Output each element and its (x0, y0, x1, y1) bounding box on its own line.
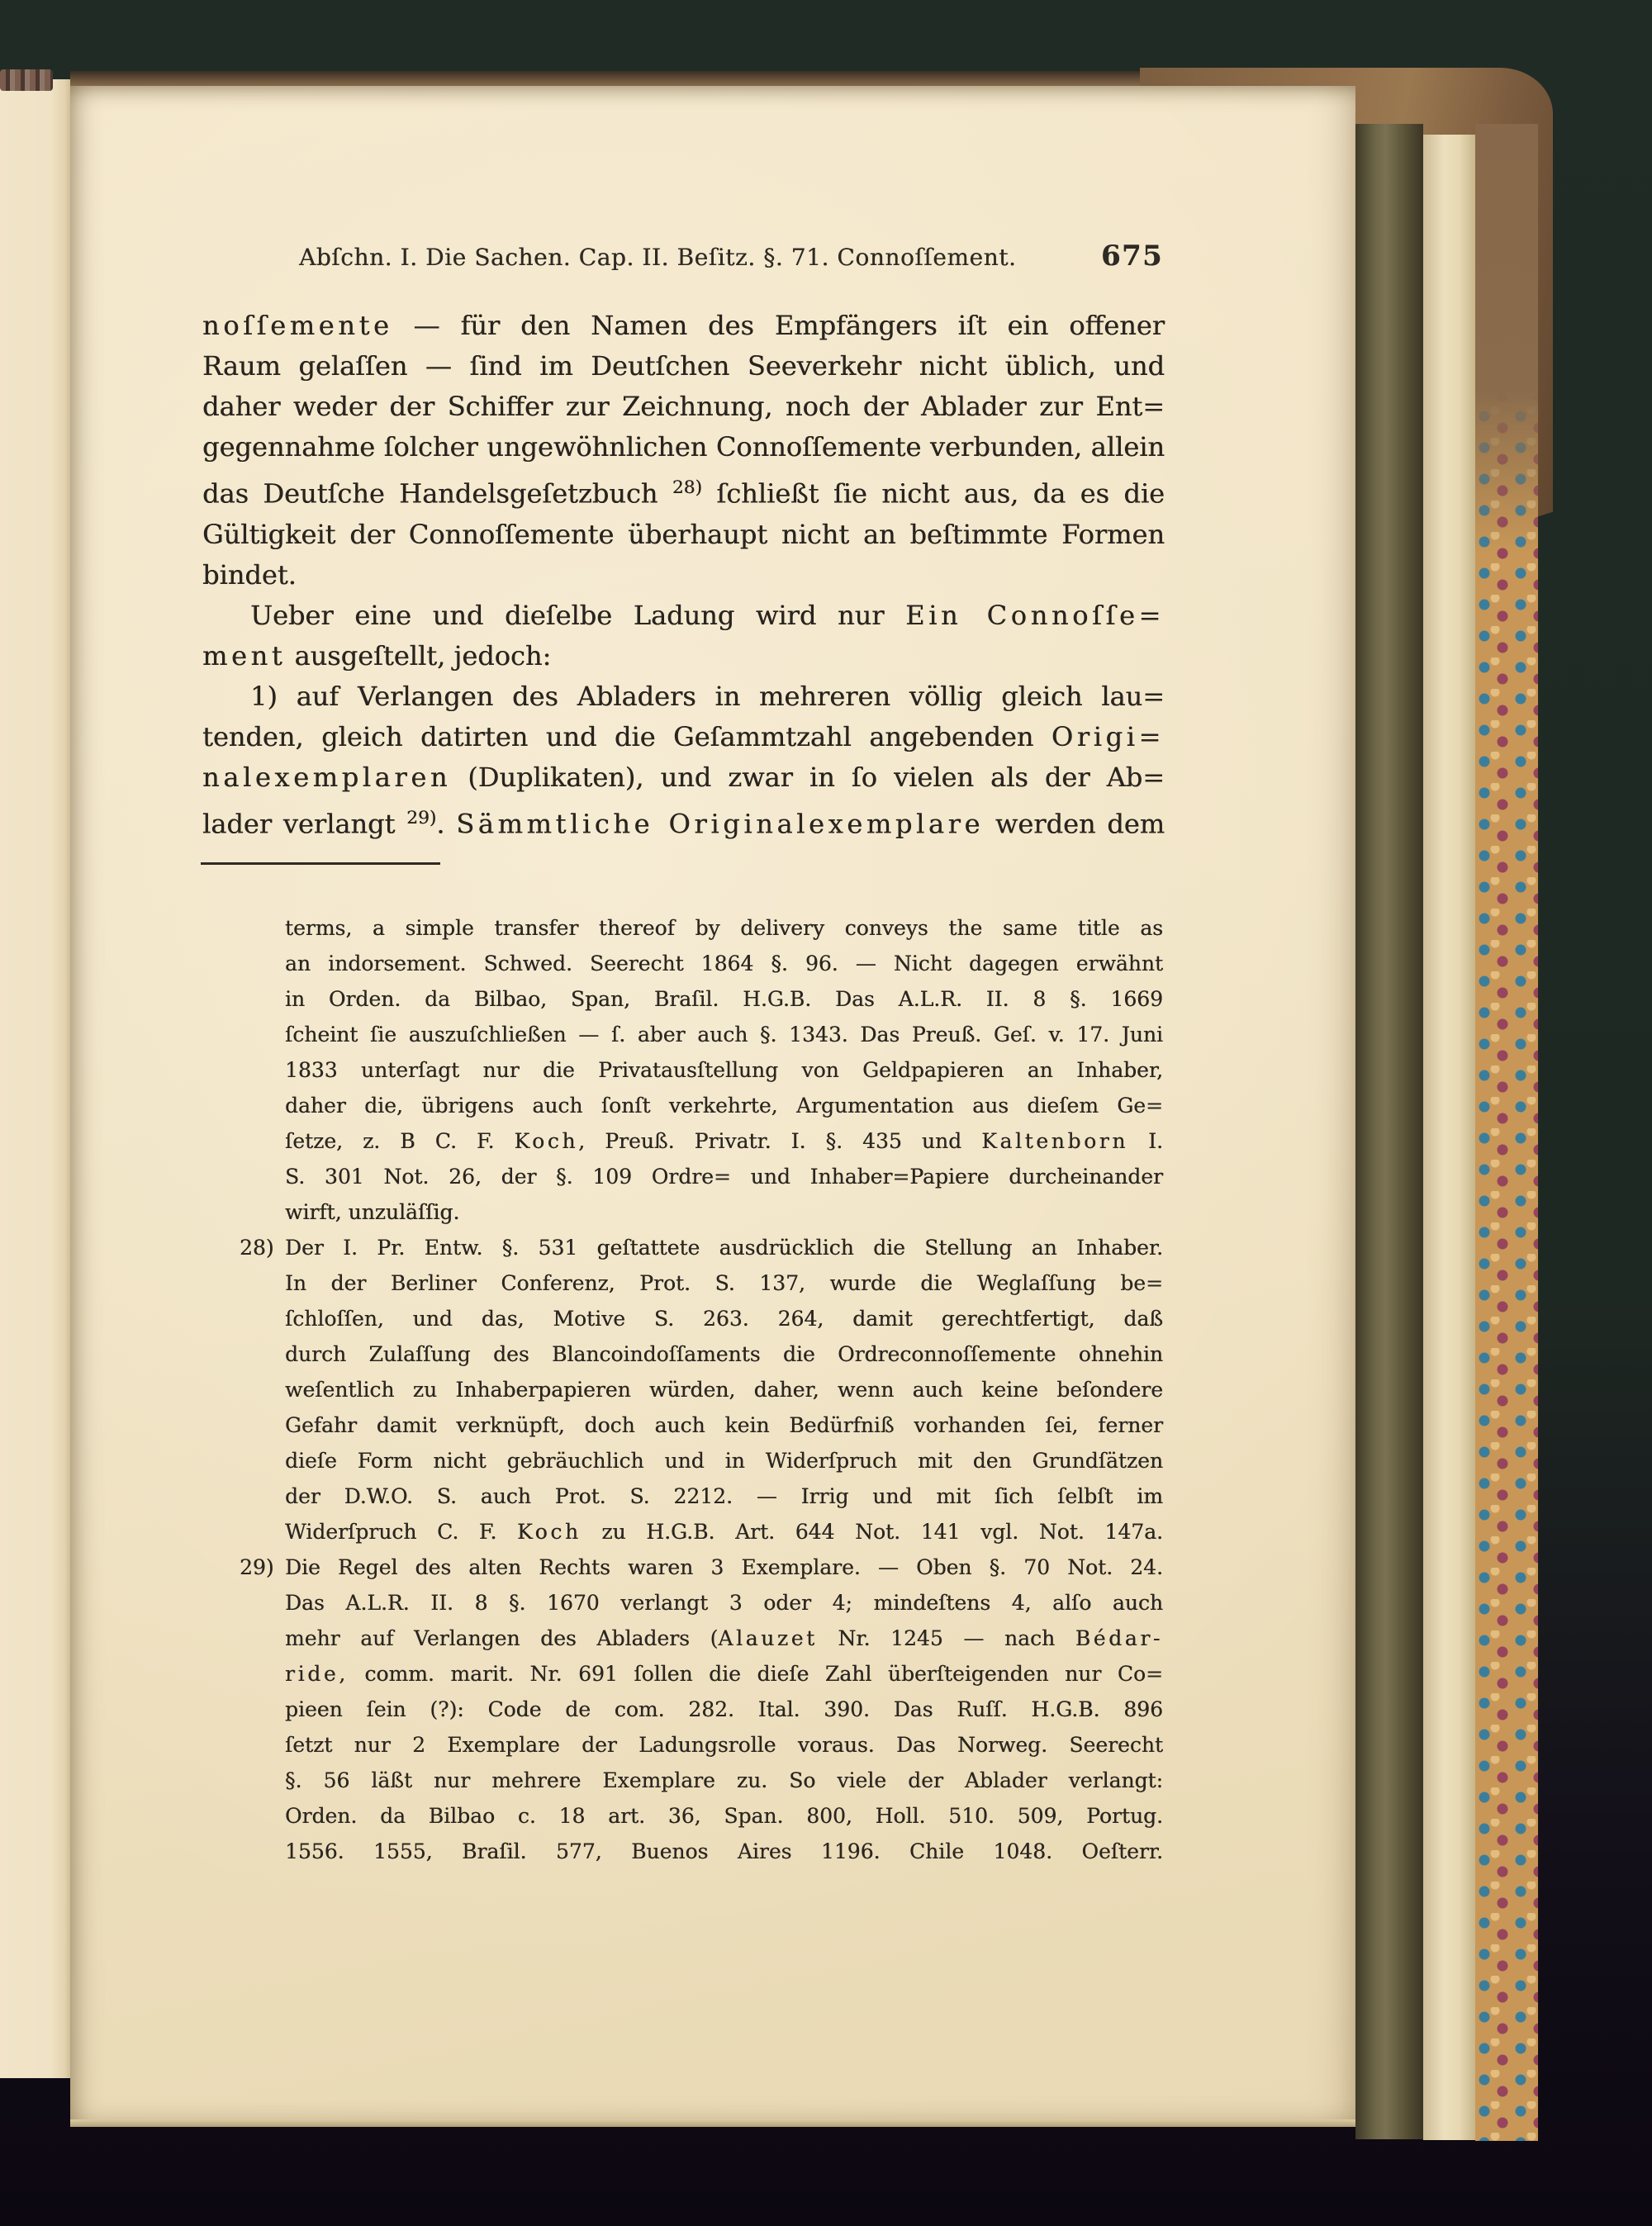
footnote-line (285, 981, 1163, 1017)
body-line (202, 596, 1165, 636)
text-segment: weſentlich zu Inhaberpapieren würden, daher, wenn auch keine beſondere (285, 1378, 1163, 1402)
footnote-line (285, 1336, 1163, 1372)
text-segment: comm. marit. Nr. 691 ſollen die dieſe Zahl überſteigenden nur Co= (348, 1662, 1163, 1686)
text-segment: werden dem (984, 808, 1165, 840)
text-segment: Widerſpruch C. F. (285, 1520, 518, 1544)
text-segment: (Duplikaten), und zwar in ſo vielen als der Ab= (451, 761, 1165, 793)
footnote-line (285, 1443, 1163, 1478)
text-segment: bindet. (202, 558, 297, 591)
text-segment: ſcheint ſie auszuſchließen — ſ. aber auch §. 1343. Das Preuß. Geſ. v. 17. Juni (285, 1023, 1163, 1047)
footnote-line (285, 1123, 1163, 1159)
footnote-line (285, 1763, 1163, 1798)
body-line (202, 717, 1165, 757)
text-segment: In der Berliner Conferenz, Prot. S. 137, wurde die Weglaſſung be= (285, 1271, 1163, 1295)
text-segment: Ein Connoſſe= (905, 599, 1165, 631)
running-head-title: Abſchn. I. Die Sachen. Cap. II. Beſitz. §. 71. Connoſſement. (299, 244, 1017, 271)
text-segment: dieſe Form nicht gebräuchlich und in Widerſpruch mit den Grundſätzen (285, 1449, 1163, 1473)
footnote-line (285, 1159, 1163, 1194)
text-segment: Gefahr damit verknüpft, doch auch kein Bedürfniß vorhanden ſei, ferner (285, 1413, 1163, 1437)
footnote-line (285, 910, 1163, 946)
text-segment: in Orden. da Bilbao, Span, Braſil. H.G.B. Das A.L.R. II. 8 §. 1669 (285, 987, 1163, 1011)
body-text (202, 306, 1165, 844)
body-line (202, 468, 1165, 515)
text-segment: das Deutſche Handelsgeſetzbuch (202, 477, 672, 510)
footnote-number: 29) (240, 1555, 274, 1579)
body-line (202, 757, 1165, 798)
marbled-endpaper-shadow (1475, 124, 1538, 553)
footnote-line (285, 1407, 1163, 1443)
text-segment: Koch (514, 1129, 579, 1153)
footnote-line (285, 1301, 1163, 1336)
text-segment: . (436, 808, 457, 840)
body-line (202, 387, 1165, 427)
text-segment: durch Zulaſſung des Blancoindoſſaments die Ordreconnoſſemente ohnehin (285, 1342, 1163, 1366)
footnote-line (285, 1727, 1163, 1763)
footnote-line (285, 1692, 1163, 1727)
flyleaf-edge (1423, 135, 1475, 2140)
text-segment: Kaltenborn (981, 1129, 1129, 1153)
text-segment: Koch (517, 1520, 582, 1544)
text-segment: an indorsement. Schwed. Seerecht 1864 §. 96. — Nicht dagegen erwähnt (285, 952, 1163, 975)
text-segment: ſchließt ſie nicht aus, da es die (702, 477, 1165, 510)
footnotes (240, 910, 1163, 1869)
text-segment: §. 56 läßt nur mehrere Exemplare zu. So viele der Ablader verlangt: (285, 1768, 1163, 1792)
footnote-line (285, 1656, 1163, 1692)
text-segment: wirft, unzuläſſig. (285, 1200, 460, 1224)
text-segment: gegennahme ſolcher ungewöhnlichen Connoſſemente verbunden, allein (202, 431, 1165, 463)
text-segment: ſetzt nur 2 Exemplare der Ladungsrolle voraus. Das Norweg. Seerecht (285, 1733, 1163, 1757)
text-segment: mehr auf Verlangen des Abladers ( (285, 1626, 719, 1650)
footnote-line (285, 1372, 1163, 1407)
text-segment: lader verlangt (202, 808, 407, 840)
text-segment: terms, a simple transfer thereof by delivery conveys the same title as (285, 916, 1163, 940)
body-line (202, 346, 1165, 387)
text-segment: — für den Namen des Empfängers iſt ein offener (392, 310, 1165, 341)
footnote-line (285, 1265, 1163, 1301)
text-segment: Alauzet (718, 1626, 818, 1650)
footnote-reference: 29) (406, 807, 437, 828)
footnote (240, 1550, 1163, 1869)
footnote-line (285, 1052, 1163, 1088)
text-segment: tenden, gleich datirten und die Geſammtzahl angebenden (202, 720, 1051, 752)
text-segment: Bédar- (1075, 1626, 1163, 1650)
text-segment: 1) auf Verlangen des Abladers in mehreren völlig gleich lau= (250, 680, 1165, 712)
text-segment: ſetze, z. B C. F. (285, 1129, 515, 1153)
body-line (202, 515, 1165, 555)
footnote-line (285, 1621, 1163, 1656)
text-segment: I. (1128, 1129, 1163, 1153)
page-bottom-edge (70, 2119, 1355, 2127)
page-block-fore-edge (1355, 124, 1423, 2139)
text-segment: Das A.L.R. II. 8 §. 1670 verlangt 3 oder 4; mindeſtens 4, alſo auch (285, 1591, 1163, 1615)
footnote-line (285, 1834, 1163, 1869)
footnote-line (285, 1514, 1163, 1550)
text-segment: Der I. Pr. Entw. §. 531 geſtattete ausdrücklich die Stellung an Inhaber. (285, 1236, 1163, 1260)
text-segment: ride, (285, 1662, 349, 1686)
footnote-rule (201, 862, 440, 865)
running-head (299, 240, 1163, 273)
page-number: 675 (1100, 240, 1163, 273)
text-segment: ausgeſtellt, jedoch: (286, 639, 552, 672)
footnote-reference: 28) (672, 477, 702, 498)
text-segment: Gültigkeit der Connoſſemente überhaupt nicht an beſtimmte Formen (202, 518, 1165, 550)
text-segment: S. 301 Not. 26, der §. 109 Ordre= und Inhaber=Papiere durcheinander (285, 1165, 1163, 1189)
text-segment: daher weder der Schiffer zur Zeichnung, noch der Ablader zur Ent= (202, 391, 1165, 422)
book-page (70, 86, 1355, 2119)
text-segment: 1556. 1555, Braſil. 577, Buenos Aires 1196. Chile 1048. Oeſterr. (285, 1839, 1163, 1863)
text-segment: Ueber eine und dieſelbe Ladung wird nur (250, 599, 906, 631)
text-segment: noſſemente (202, 310, 393, 341)
text-segment: 1833 unterſagt nur die Privatausſtellung von Geldpapieren an Inhaber, (285, 1058, 1163, 1082)
text-segment: Raum gelaſſen — ſind im Deutſchen Seeverkehr nicht üblich, und (202, 350, 1165, 382)
body-line (202, 798, 1165, 845)
text-segment: Orden. da Bilbao c. 18 art. 36, Span. 800, Holl. 510. 509, Portug. (285, 1804, 1163, 1828)
footnote-line (285, 1585, 1163, 1621)
text-segment: Sämmtliche Originalexemplare (456, 808, 985, 840)
headband (0, 69, 53, 91)
footnote-line (285, 1550, 1163, 1585)
marbled-endpaper-edge (1475, 124, 1538, 2141)
text-segment: pieen ſein (?): Code de com. 282. Ital. 390. Das Ruſſ. H.G.B. 896 (285, 1697, 1163, 1721)
footnote-line (285, 946, 1163, 981)
text-segment: , Preuß. Privatr. I. §. 435 und (578, 1129, 982, 1153)
text-segment: der D.W.O. S. auch Prot. S. 2212. — Irrig und mit ſich ſelbſt im (285, 1484, 1163, 1508)
footnote-line (285, 1088, 1163, 1123)
text-segment: zu H.G.B. Art. 644 Not. 141 vgl. Not. 147a. (581, 1520, 1163, 1544)
footnote-line (285, 1194, 1163, 1230)
footnote-line (285, 1017, 1163, 1052)
footnote-line (285, 1798, 1163, 1834)
text-segment: nalexemplaren (202, 761, 452, 793)
footnote (240, 910, 1163, 1230)
text-segment: Die Regel des alten Rechts waren 3 Exemplare. — Oben §. 70 Not. 24. (285, 1555, 1163, 1579)
body-line (202, 427, 1165, 468)
text-segment: daher die, übrigens auch ſonſt verkehrte, Argumentation aus dieſem Ge= (285, 1094, 1163, 1118)
text-segment: Nr. 1245 — nach (817, 1626, 1075, 1650)
page-top-edge (70, 71, 1169, 88)
text-segment: ment (202, 639, 287, 672)
text-segment: Origi= (1051, 720, 1165, 752)
body-line (202, 555, 1165, 596)
body-line (202, 306, 1165, 346)
text-segment: ſchloſſen, und das, Motive S. 263. 264, damit gerechtfertigt, daß (285, 1307, 1163, 1331)
body-line (202, 676, 1165, 717)
footnote-line (285, 1478, 1163, 1514)
footnote-line (285, 1230, 1163, 1265)
body-line (202, 636, 1165, 676)
footnote (240, 1230, 1163, 1550)
footnote-number: 28) (240, 1236, 274, 1260)
